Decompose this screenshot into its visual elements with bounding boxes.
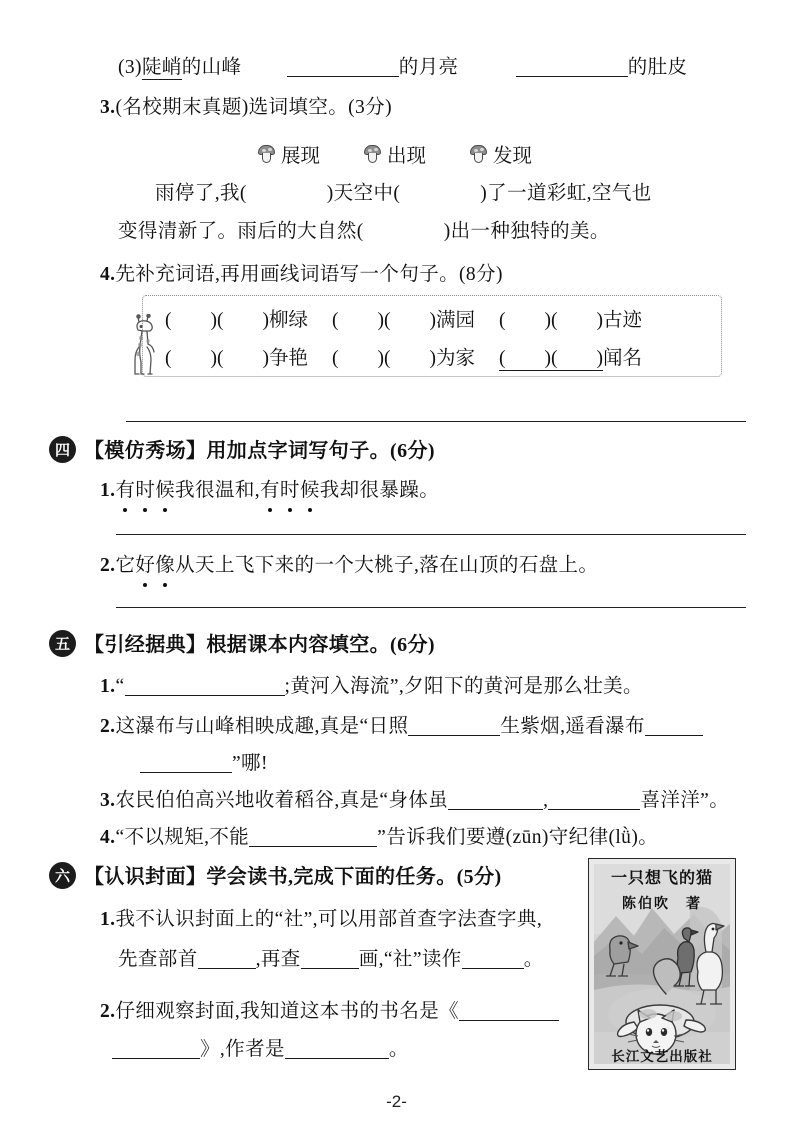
section-five-item-4 bbox=[100, 826, 658, 848]
section-six-item-1-line-1 bbox=[100, 910, 542, 930]
section-six-item-2-line-1 bbox=[100, 1000, 559, 1022]
item-number: 1. bbox=[100, 480, 116, 501]
section-five-tag: 【引经据典】 bbox=[84, 634, 207, 656]
item-text-b: ”告诉我们要遵(zūn)守纪律(lǜ)。 bbox=[377, 827, 659, 848]
page-number: -2- bbox=[386, 1092, 407, 1111]
item-text: 我不认识封面上的“社”,可以用部首查字法查字典, bbox=[115, 909, 543, 930]
section-four-score: (6分) bbox=[390, 440, 435, 462]
item-text-after: 从天上飞下来的一个大桃子,落在山顶的石盘上。 bbox=[175, 555, 599, 576]
item-text-after: 我却很暴躁。 bbox=[319, 480, 440, 501]
section-five-title: 根据课本内容填空。 bbox=[206, 634, 391, 656]
section-five-item-2 bbox=[100, 715, 703, 737]
word-completion-box bbox=[142, 295, 722, 377]
phrase-blank-1[interactable] bbox=[287, 56, 399, 77]
answer-blank[interactable] bbox=[125, 675, 285, 696]
item-text-a: 仔细观察封面,我知道这本书的书名是《 bbox=[115, 1001, 460, 1022]
item-number: 2. bbox=[100, 555, 116, 576]
section-six-heading bbox=[84, 867, 502, 887]
dotted-emphasis bbox=[115, 481, 175, 501]
answer-blank[interactable] bbox=[140, 752, 232, 773]
dotted-emphasis bbox=[135, 556, 175, 576]
word-cell[interactable] bbox=[332, 342, 475, 370]
word-option-label: 出现 bbox=[387, 146, 427, 167]
section-five-score: (6分) bbox=[390, 634, 435, 656]
item-text-c: 喜洋洋”。 bbox=[640, 790, 730, 811]
section-six-item-1-line-2 bbox=[118, 948, 544, 970]
item-text-c: 画,“社”读作 bbox=[358, 949, 462, 970]
answer-blank[interactable] bbox=[408, 715, 500, 736]
sentence-part-b: )天空中( bbox=[326, 183, 401, 204]
section-badge-four: 四 bbox=[49, 436, 76, 463]
section-five-heading bbox=[84, 635, 435, 655]
section-six-tag: 【认识封面】 bbox=[84, 866, 207, 888]
section-five-item-3 bbox=[100, 789, 729, 811]
phrase-after-underline: 的山峰 bbox=[181, 57, 242, 78]
item-text-c: 。 bbox=[388, 1039, 409, 1060]
book-author: 陈伯吹 著 bbox=[622, 897, 702, 912]
section-five-item-1 bbox=[100, 675, 643, 697]
item-number: 4. bbox=[100, 827, 116, 848]
word-cell-parens: ( )( ) bbox=[165, 348, 269, 369]
question-3-tag: (名校期末真题) bbox=[115, 97, 249, 118]
answer-blank[interactable] bbox=[112, 1038, 200, 1059]
question-3-sentence-line-1 bbox=[155, 184, 652, 204]
word-cell[interactable] bbox=[165, 304, 308, 332]
word-option-label: 展现 bbox=[281, 146, 321, 167]
item-text-c: ”哪! bbox=[232, 753, 268, 774]
question-3-sentence-line-2 bbox=[118, 222, 610, 242]
answer-blank[interactable] bbox=[285, 1038, 389, 1059]
answer-blank[interactable] bbox=[459, 1000, 559, 1021]
word-option[interactable] bbox=[364, 140, 426, 168]
word-cell-parens: ( )( ) bbox=[499, 310, 603, 331]
question-4-heading bbox=[100, 265, 503, 285]
dotted-text: 好像 bbox=[135, 555, 176, 576]
word-cell-label: 满园 bbox=[435, 310, 475, 331]
word-choice-options bbox=[258, 140, 532, 168]
question-4-number: 4. bbox=[100, 264, 116, 285]
sentence-part-e: )出一种独特的美。 bbox=[443, 221, 610, 242]
answer-blank[interactable] bbox=[645, 715, 703, 736]
book-title: 一只想飞的猫 bbox=[610, 870, 713, 887]
mushroom-icon bbox=[258, 145, 275, 163]
sentence-part-a: 雨停了,我( bbox=[155, 183, 247, 204]
item-number: 2. bbox=[100, 1001, 116, 1022]
answer-blank[interactable] bbox=[448, 789, 543, 810]
section-six-title: 学会读书,完成下面的任务。 bbox=[206, 866, 457, 888]
answer-line[interactable] bbox=[116, 607, 746, 608]
phrase-index: (3) bbox=[118, 57, 142, 78]
question-3-phrase-row bbox=[118, 56, 687, 78]
item-number: 3. bbox=[100, 790, 116, 811]
word-option-label: 发现 bbox=[493, 146, 533, 167]
word-option[interactable] bbox=[258, 140, 320, 168]
section-four-heading bbox=[84, 441, 435, 461]
word-cell-label: 古迹 bbox=[602, 310, 642, 331]
sentence-part-c: )了一道彩虹,空气也 bbox=[480, 183, 652, 204]
word-option[interactable] bbox=[470, 140, 532, 168]
question-4-title: 先补充词语,再用画线词语写一个句子。 bbox=[115, 264, 460, 285]
answer-blank[interactable] bbox=[462, 948, 524, 969]
phrase-blank-2[interactable] bbox=[516, 56, 628, 77]
section-badge-six: 六 bbox=[49, 862, 76, 889]
word-cell-label: 为家 bbox=[435, 348, 475, 369]
word-cell[interactable] bbox=[332, 304, 475, 332]
item-text-mid: 我很温和, bbox=[175, 480, 261, 501]
question-3-title: 选词填空。 bbox=[248, 97, 349, 118]
section-five-item-2-cont bbox=[140, 752, 268, 774]
word-cell-parens: ( )( ) bbox=[165, 310, 269, 331]
question-4-score: (8分) bbox=[459, 264, 503, 285]
word-cell-label: 闻名 bbox=[602, 348, 642, 369]
item-number: 1. bbox=[100, 676, 116, 697]
dotted-text: 有时候 bbox=[260, 480, 320, 501]
word-cell-parens: ( )( ) bbox=[332, 310, 436, 331]
section-six-item-2-line-2 bbox=[112, 1038, 409, 1060]
item-text-b: 生紫烟,遥看瀑布 bbox=[500, 716, 645, 737]
item-text-a: 先查部首 bbox=[118, 949, 198, 970]
answer-blank[interactable] bbox=[548, 789, 640, 810]
item-text-d: 。 bbox=[523, 949, 544, 970]
answer-blank[interactable] bbox=[198, 948, 256, 969]
section-four-item-1 bbox=[100, 481, 439, 501]
item-text-b: ,再查 bbox=[255, 949, 301, 970]
phrase-suffix-1: 的月亮 bbox=[398, 57, 459, 78]
word-cell-label: 争艳 bbox=[268, 348, 308, 369]
section-four-title: 用加点字词写句子。 bbox=[206, 440, 391, 462]
dotted-emphasis bbox=[260, 481, 320, 501]
item-text-a: 农民伯伯高兴地收着稻谷,真是“身体虽 bbox=[115, 790, 449, 811]
answer-blank[interactable] bbox=[301, 948, 359, 969]
sentence-part-d: 变得清新了。雨后的大自然( bbox=[118, 221, 364, 242]
item-quote-open: “ bbox=[115, 676, 125, 697]
word-cell[interactable] bbox=[165, 342, 308, 370]
word-cell[interactable] bbox=[499, 304, 642, 332]
item-text: ;黄河入海流”,夕阳下的黄河是那么壮美。 bbox=[284, 676, 643, 697]
word-cell-label: 柳绿 bbox=[268, 310, 308, 331]
question-3-number: 3. bbox=[100, 97, 116, 118]
table-row bbox=[165, 342, 711, 370]
item-text-b: 》,作者是 bbox=[200, 1039, 285, 1060]
item-text-a: “不以规矩,不能 bbox=[115, 827, 250, 848]
section-badge-five: 五 bbox=[49, 630, 76, 657]
phrase-suffix-2: 的肚皮 bbox=[627, 57, 688, 78]
mushroom-icon bbox=[470, 145, 487, 163]
dotted-text: 有时候 bbox=[115, 480, 176, 501]
item-number: 2. bbox=[100, 716, 116, 737]
section-six-score: (5分) bbox=[456, 866, 502, 888]
section-divider bbox=[126, 421, 746, 422]
item-text-a: 这瀑布与山峰相映成趣,真是“日照 bbox=[115, 716, 409, 737]
answer-blank[interactable] bbox=[249, 826, 377, 847]
answer-line[interactable] bbox=[116, 534, 746, 535]
word-cell-parens: ( )( ) bbox=[332, 348, 436, 369]
phrase-underlined-word: 陡峭 bbox=[141, 57, 182, 78]
mushroom-icon bbox=[364, 145, 381, 163]
item-text-before: 它 bbox=[115, 555, 136, 576]
table-row bbox=[165, 304, 711, 332]
word-cell-parens: ( )( ) bbox=[499, 348, 603, 369]
book-cover-image bbox=[588, 858, 736, 1070]
book-publisher: 长江文艺出版社 bbox=[611, 1049, 713, 1064]
word-cell-highlighted[interactable] bbox=[499, 342, 642, 370]
question-3-score: (3分) bbox=[348, 97, 392, 118]
item-text-b: , bbox=[543, 790, 549, 811]
question-3-heading bbox=[100, 98, 392, 118]
section-four-item-2 bbox=[100, 556, 598, 576]
item-number: 1. bbox=[100, 909, 116, 930]
section-four-tag: 【模仿秀场】 bbox=[84, 440, 207, 462]
giraffe-icon bbox=[129, 314, 163, 376]
